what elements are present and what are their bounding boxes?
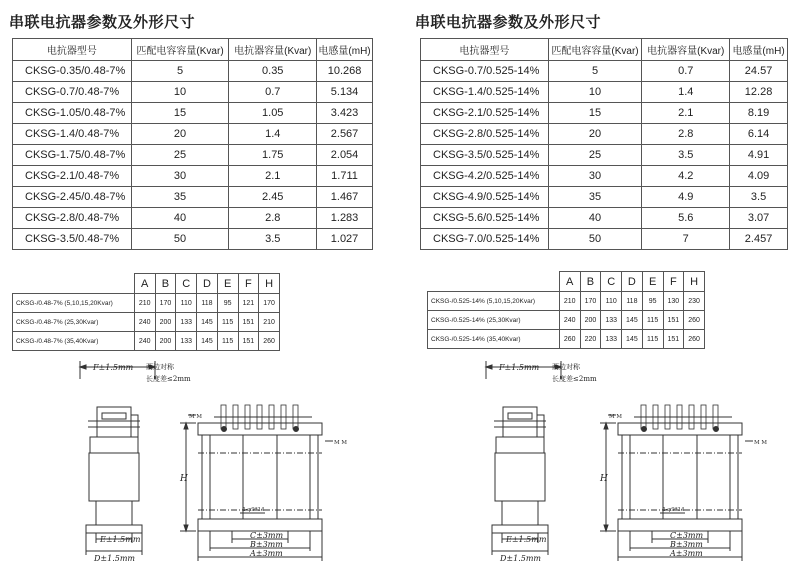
dimension-value: 240 — [134, 332, 155, 351]
inductance-cell: 10.268 — [317, 61, 373, 82]
left-page-title: 串联电抗器参数及外形尺寸 — [9, 13, 196, 31]
dimension-value: 133 — [176, 332, 197, 351]
header-reactor: 电抗器容量(Kvar) — [229, 39, 317, 61]
capacitor-cell: 5 — [548, 61, 642, 82]
inductance-cell: 2.457 — [730, 229, 788, 250]
capacitor-cell: 10 — [131, 82, 229, 103]
capacitor-cell: 50 — [131, 229, 229, 250]
model-cell: CKSG-0.7/0.525-14% — [421, 61, 549, 82]
model-cell: CKSG-1.75/0.48-7% — [13, 145, 132, 166]
dimension-header-d: D — [622, 272, 643, 292]
dimension-value: 200 — [580, 311, 601, 330]
dimension-value: 170 — [259, 294, 280, 313]
model-cell: CKSG-2.1/0.48-7% — [13, 166, 132, 187]
h-dimension-label: H — [180, 474, 188, 484]
right-page-title: 串联电抗器参数及外形尺寸 — [415, 13, 602, 31]
dimension-value: 95 — [642, 292, 663, 311]
table-row — [421, 124, 788, 145]
dimension-value: 118 — [197, 294, 218, 313]
a-dimension-label: A±3mm — [250, 549, 283, 558]
reactor-cell: 2.8 — [229, 208, 317, 229]
reactor-cell: 2.45 — [229, 187, 317, 208]
right-parameter-table — [420, 38, 788, 250]
dimension-value: 240 — [134, 313, 155, 332]
model-cell: CKSG-0.7/0.48-7% — [13, 82, 132, 103]
dimension-value: 151 — [663, 311, 684, 330]
h-dimension-label: H — [600, 474, 608, 484]
model-cell: CKSG-2.8/0.48-7% — [13, 208, 132, 229]
capacitor-cell: 25 — [131, 145, 229, 166]
slot-label: 4-φ9*14 — [242, 507, 265, 513]
model-cell: CKSG-1.05/0.48-7% — [13, 103, 132, 124]
dimension-header-b: B — [155, 274, 176, 294]
table-row — [421, 61, 788, 82]
blank-cell — [13, 274, 135, 294]
reactor-cell: 0.7 — [229, 82, 317, 103]
dimension-row — [13, 294, 280, 313]
table-row — [421, 145, 788, 166]
left-dimension-table — [12, 273, 280, 351]
dimension-header-f: F — [663, 272, 684, 292]
inductance-cell: 3.5 — [730, 187, 788, 208]
table-row — [421, 229, 788, 250]
dimension-row-label: CKSG-/0.48-7% (5,10,15,20Kvar) — [13, 294, 135, 313]
dimension-value: 118 — [622, 292, 643, 311]
dimension-header-d: D — [197, 274, 218, 294]
inductance-cell: 12.28 — [730, 82, 788, 103]
reactor-cell: 1.4 — [229, 124, 317, 145]
table-row — [13, 145, 373, 166]
symmetry-note: 两边对称 — [552, 363, 580, 371]
capacitor-cell: 15 — [131, 103, 229, 124]
length-diff-note: 长度差≤2mm — [552, 375, 597, 383]
dimension-row — [428, 292, 705, 311]
dimension-value: 115 — [217, 313, 238, 332]
dimension-value: 170 — [580, 292, 601, 311]
dimension-value: 133 — [176, 313, 197, 332]
dimension-header-row — [13, 274, 280, 294]
dimension-value: 260 — [259, 332, 280, 351]
dimension-value: 170 — [155, 294, 176, 313]
model-cell: CKSG-3.5/0.48-7% — [13, 229, 132, 250]
model-cell: CKSG-4.9/0.525-14% — [421, 187, 549, 208]
inductance-cell: 4.91 — [730, 145, 788, 166]
table-row — [13, 187, 373, 208]
inductance-cell: 5.134 — [317, 82, 373, 103]
reactor-cell: 3.5 — [229, 229, 317, 250]
reactor-cell: 2.1 — [642, 103, 730, 124]
model-cell: CKSG-5.6/0.525-14% — [421, 208, 549, 229]
capacitor-cell: 30 — [131, 166, 229, 187]
reactor-cell: 7 — [642, 229, 730, 250]
dimension-value: 151 — [663, 330, 684, 349]
dimension-value: 110 — [601, 292, 622, 311]
table-row — [13, 82, 373, 103]
model-cell: CKSG-0.35/0.48-7% — [13, 61, 132, 82]
reactor-cell: 2.8 — [642, 124, 730, 145]
model-cell: CKSG-7.0/0.525-14% — [421, 229, 549, 250]
right-outline-drawing — [406, 355, 803, 567]
slot-label: 4-φ9*14 — [662, 507, 685, 513]
blank-cell — [428, 272, 560, 292]
dimension-row-label: CKSG-/0.525-14% (35,40Kvar) — [428, 330, 560, 349]
dimension-row — [13, 313, 280, 332]
reactor-cell: 1.4 — [642, 82, 730, 103]
table-row — [421, 208, 788, 229]
inductance-cell: 1.027 — [317, 229, 373, 250]
header-model: 电抗器型号 — [421, 39, 549, 61]
e-dimension-label: E±1.5mm — [100, 535, 141, 544]
b-dimension-label: B±3mm — [250, 540, 283, 549]
inductance-cell: 24.57 — [730, 61, 788, 82]
d-dimension-label: D±1.5mm — [500, 554, 542, 563]
dimension-header-e: E — [642, 272, 663, 292]
c-dimension-label: C±3mm — [670, 531, 704, 540]
dimension-value: 151 — [238, 332, 259, 351]
reactor-cell: 4.2 — [642, 166, 730, 187]
symmetry-note: 两边对称 — [146, 363, 174, 371]
model-cell: CKSG-2.45/0.48-7% — [13, 187, 132, 208]
model-cell: CKSG-3.5/0.525-14% — [421, 145, 549, 166]
table-header-row — [13, 39, 373, 61]
d-dimension-label: D±1.5mm — [94, 554, 136, 563]
inductance-cell: 4.09 — [730, 166, 788, 187]
reactor-cell: 0.7 — [642, 61, 730, 82]
e-dimension-label: E±1.5mm — [506, 535, 547, 544]
dimension-value: 145 — [197, 332, 218, 351]
reactor-cell: 1.75 — [229, 145, 317, 166]
box-label-right: M M — [334, 440, 348, 446]
inductance-cell: 1.711 — [317, 166, 373, 187]
f-dimension-label: F±1.5mm — [93, 363, 134, 372]
model-cell: CKSG-1.4/0.525-14% — [421, 82, 549, 103]
dimension-header-b: B — [580, 272, 601, 292]
box-label-right: M M — [754, 440, 768, 446]
reactor-cell: 4.9 — [642, 187, 730, 208]
model-cell: CKSG-1.4/0.48-7% — [13, 124, 132, 145]
dimension-value: 240 — [559, 311, 580, 330]
dimension-row-label: CKSG-/0.525-14% (25,30Kvar) — [428, 311, 560, 330]
b-dimension-label: B±3mm — [670, 540, 703, 549]
dimension-header-a: A — [559, 272, 580, 292]
capacitor-cell: 50 — [548, 229, 642, 250]
dimension-row-label: CKSG-/0.525-14% (5,10,15,20Kvar) — [428, 292, 560, 311]
dimension-row — [428, 311, 705, 330]
dimension-header-c: C — [176, 274, 197, 294]
dimension-row — [428, 330, 705, 349]
a-dimension-label: A±3mm — [670, 549, 703, 558]
capacitor-cell: 15 — [548, 103, 642, 124]
inductance-cell: 2.567 — [317, 124, 373, 145]
dimension-header-h: H — [259, 274, 280, 294]
model-cell: CKSG-4.2/0.525-14% — [421, 166, 549, 187]
inductance-cell: 8.19 — [730, 103, 788, 124]
capacitor-cell: 5 — [131, 61, 229, 82]
inductance-cell: 1.283 — [317, 208, 373, 229]
dimension-value: 115 — [217, 332, 238, 351]
dimension-value: 133 — [601, 330, 622, 349]
c-dimension-label: C±3mm — [250, 531, 284, 540]
inductance-cell: 2.054 — [317, 145, 373, 166]
table-row — [13, 229, 373, 250]
dimension-header-a: A — [134, 274, 155, 294]
dimension-value: 133 — [601, 311, 622, 330]
table-row — [421, 82, 788, 103]
model-cell: CKSG-2.8/0.525-14% — [421, 124, 549, 145]
header-reactor: 电抗器容量(Kvar) — [642, 39, 730, 61]
header-inductance: 电感量(mH) — [317, 39, 373, 61]
dimension-value: 95 — [217, 294, 238, 313]
left-outline-drawing — [0, 355, 400, 567]
dimension-row — [13, 332, 280, 351]
reactor-cell: 5.6 — [642, 208, 730, 229]
model-cell: CKSG-2.1/0.525-14% — [421, 103, 549, 124]
reactor-cell: 2.1 — [229, 166, 317, 187]
inductance-cell: 3.07 — [730, 208, 788, 229]
dimension-value: 260 — [684, 311, 705, 330]
dimension-value: 115 — [642, 330, 663, 349]
reactor-cell: 1.05 — [229, 103, 317, 124]
capacitor-cell: 10 — [548, 82, 642, 103]
dimension-value: 145 — [622, 330, 643, 349]
dimension-value: 200 — [155, 313, 176, 332]
dimension-value: 210 — [259, 313, 280, 332]
dimension-row-label: CKSG-/0.48-7% (25,30Kvar) — [13, 313, 135, 332]
dimension-header-e: E — [217, 274, 238, 294]
table-header-row — [421, 39, 788, 61]
capacitor-cell: 25 — [548, 145, 642, 166]
dimension-value: 115 — [642, 311, 663, 330]
dimension-header-c: C — [601, 272, 622, 292]
dimension-value: 260 — [684, 330, 705, 349]
table-row — [13, 166, 373, 187]
table-row — [13, 103, 373, 124]
header-inductance: 电感量(mH) — [730, 39, 788, 61]
right-dimension-table — [427, 271, 705, 349]
capacitor-cell: 35 — [131, 187, 229, 208]
table-row — [13, 208, 373, 229]
inductance-cell: 6.14 — [730, 124, 788, 145]
capacitor-cell: 35 — [548, 187, 642, 208]
dimension-value: 145 — [622, 311, 643, 330]
dimension-value: 151 — [238, 313, 259, 332]
reactor-cell: 3.5 — [642, 145, 730, 166]
header-model: 电抗器型号 — [13, 39, 132, 61]
box-label-left: M M — [609, 414, 623, 420]
inductance-cell: 1.467 — [317, 187, 373, 208]
dimension-value: 130 — [663, 292, 684, 311]
table-row — [13, 61, 373, 82]
capacitor-cell: 40 — [131, 208, 229, 229]
capacitor-cell: 20 — [548, 124, 642, 145]
dimension-value: 145 — [197, 313, 218, 332]
dimension-value: 230 — [684, 292, 705, 311]
dimension-value: 121 — [238, 294, 259, 313]
dimension-header-f: F — [238, 274, 259, 294]
inductance-cell: 3.423 — [317, 103, 373, 124]
dimension-value: 110 — [176, 294, 197, 313]
capacitor-cell: 30 — [548, 166, 642, 187]
capacitor-cell: 40 — [548, 208, 642, 229]
table-row — [421, 187, 788, 208]
dimension-header-row — [428, 272, 705, 292]
dimension-value: 210 — [134, 294, 155, 313]
reactor-cell: 0.35 — [229, 61, 317, 82]
dimension-row-label: CKSG-/0.48-7% (35,40Kvar) — [13, 332, 135, 351]
dimension-value: 260 — [559, 330, 580, 349]
header-capacitor: 匹配电容容量(Kvar) — [131, 39, 229, 61]
table-row — [13, 124, 373, 145]
dimension-value: 200 — [155, 332, 176, 351]
dimension-header-h: H — [684, 272, 705, 292]
box-label-left: M M — [189, 414, 203, 420]
dimension-value: 220 — [580, 330, 601, 349]
f-dimension-label: F±1.5mm — [499, 363, 540, 372]
header-capacitor: 匹配电容容量(Kvar) — [548, 39, 642, 61]
length-diff-note: 长度差≤2mm — [146, 375, 191, 383]
table-row — [421, 103, 788, 124]
table-row — [421, 166, 788, 187]
capacitor-cell: 20 — [131, 124, 229, 145]
dimension-value: 210 — [559, 292, 580, 311]
left-parameter-table — [12, 38, 373, 250]
